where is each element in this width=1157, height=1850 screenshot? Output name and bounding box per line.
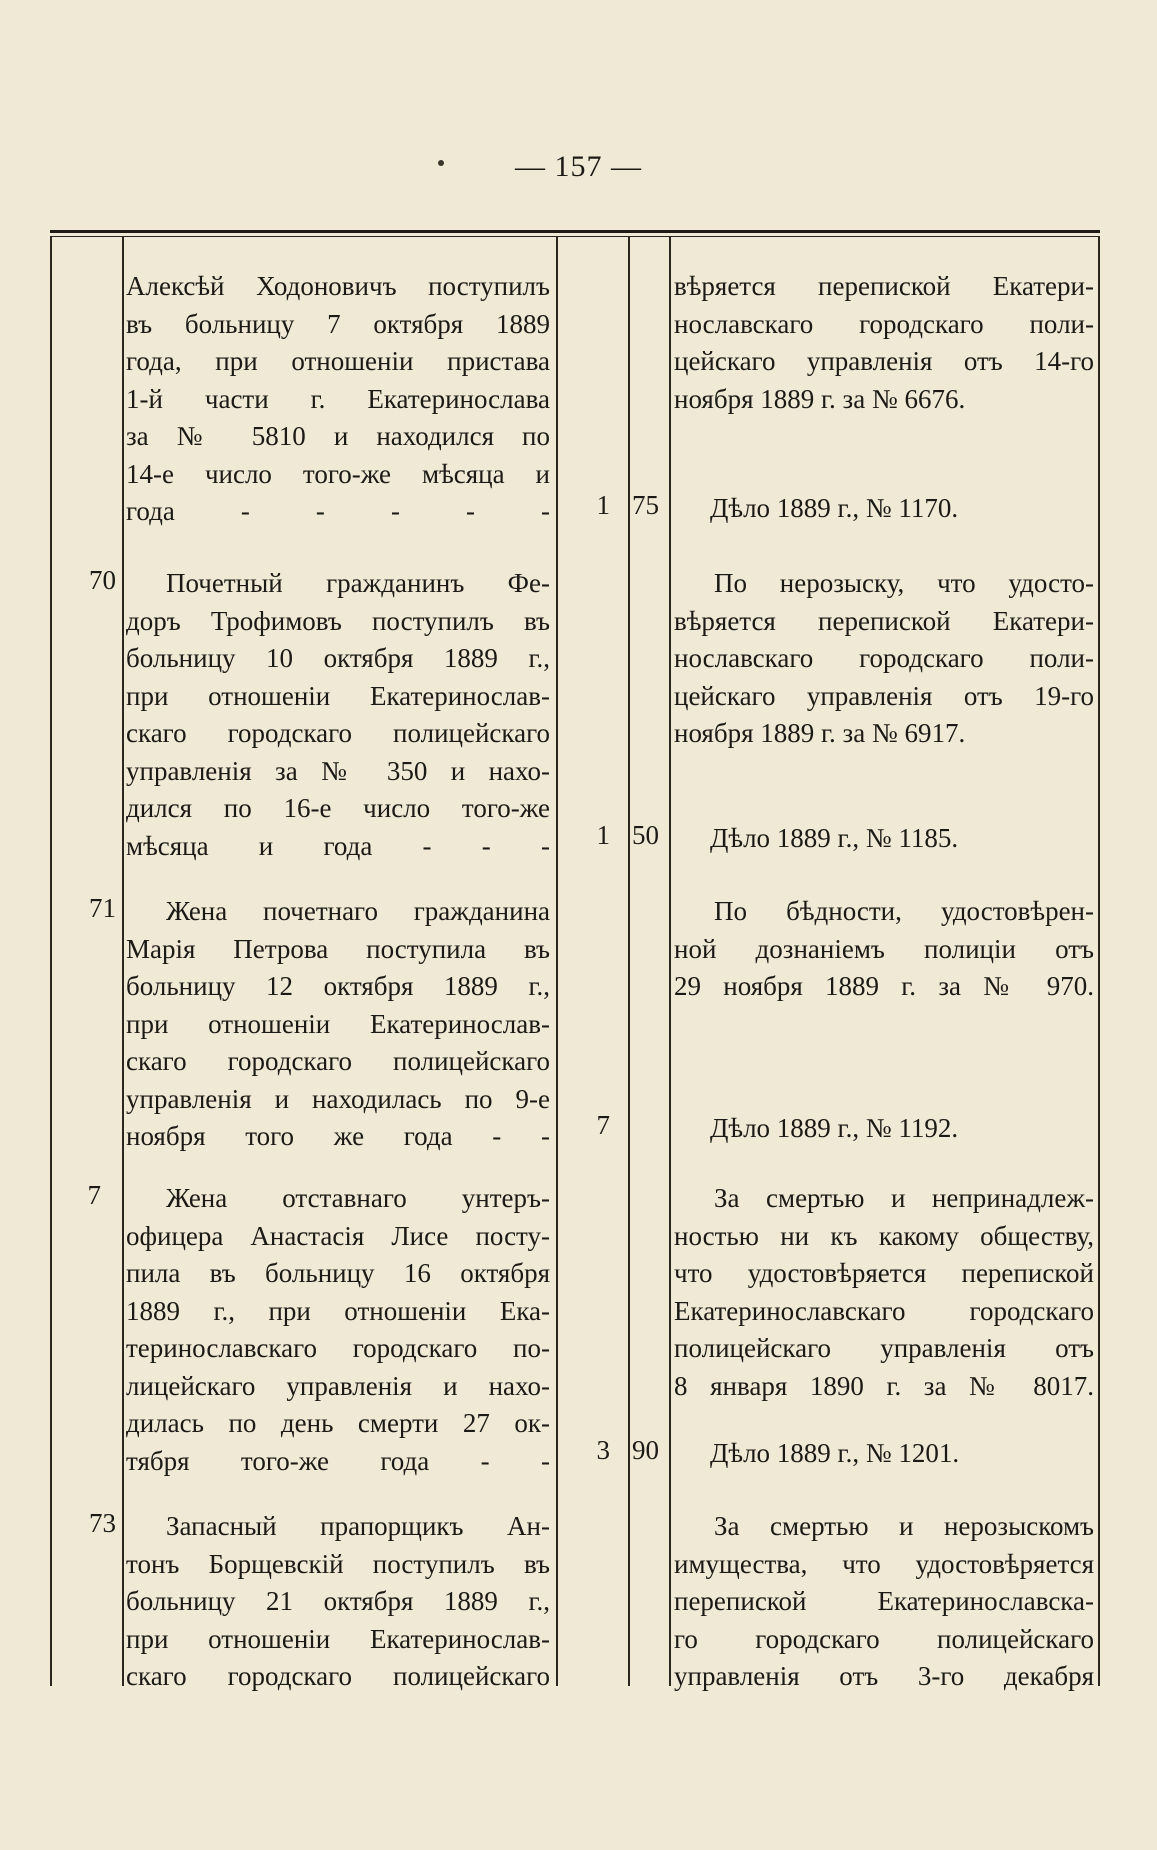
entry-line: теринославскаго городскаго по- [126,1333,550,1363]
note-line: 8 января 1890 г. за № 8017. [674,1370,1094,1401]
note-line: перепиской Екатеринославска- [674,1586,1094,1616]
entry-line: при отношеніи Екатеринослав- [126,680,550,711]
entry-line: управленія за № 350 и нахо- [126,755,550,786]
entry-number: 73 [89,1508,116,1538]
entry-kopecks: 90 [632,1435,659,1465]
entry-number: 71 [89,893,116,923]
note-line: вѣряется перепиской Екатери- [674,271,1094,301]
column-rule-text-end [556,236,558,1686]
entry-text-block [126,268,550,531]
entry-line: дилась по день смерти 27 ок- [126,1408,550,1438]
entry-line: Почетный гражданинъ Фе- [166,568,550,598]
entry-line: Жена почетнаго гражданина [166,896,550,926]
header-rule [50,230,1100,233]
entry-text-block [126,1508,550,1696]
entry-line: ноября того же года - - [126,1121,550,1151]
entry-line: мѣсяца и года - - - [126,830,550,861]
entry-line: 1-й части г. Екатеринослава [126,383,550,414]
note-line: нославскаго городскаго поли- [674,643,1094,673]
case-reference: Дѣло 1889 г., № 1185. [710,823,959,853]
case-reference: Дѣло 1889 г., № 1170. [710,493,959,523]
note-line: Екатеринославскаго городскаго [674,1295,1094,1326]
entry-line: Марія Петрова поступила въ [126,933,550,964]
entry-kopecks: 50 [632,820,659,850]
entry-line: скаго городскаго полицейскаго [126,1661,550,1691]
notes-block [674,1180,1094,1405]
note-line: ноября 1889 г. за № 6917. [674,718,966,748]
entry-rubles: 3 [596,1435,610,1465]
case-reference: Дѣло 1889 г., № 1201. [710,1438,960,1468]
entry-line: больницу 12 октября 1889 г., [126,971,550,1001]
entry-line: тонъ Борщевскій поступилъ въ [126,1548,550,1579]
entry-line: доръ Трофимовъ поступилъ въ [126,605,550,636]
entry-line: года, при отношеніи пристава [126,346,550,376]
entry-line: при отношеніи Екатеринослав- [126,1008,550,1039]
entry-line: дился по 16-е число того-же [126,793,550,823]
entry-text-block [126,1180,550,1480]
note-line: цейскаго управленія отъ 14-го [674,346,1094,376]
entry-line: лицейскаго управленія и нахо- [126,1370,550,1401]
note-line: имущества, что удостовѣряется [674,1548,1094,1579]
entry-line: Алексѣй Ходоновичъ поступилъ [126,271,550,301]
note-line: ноября 1889 г. за № 6676. [674,383,966,414]
header-rule-thin [50,236,1100,237]
entry-line: года - - - - - [126,496,550,526]
notes-block [674,1508,1094,1696]
note-line: ностью ни къ какому обществу, [674,1220,1094,1251]
entry-line: тября того-же года - - [126,1445,550,1476]
entry-line: управленія и находилась по 9-е [126,1083,550,1114]
column-rule-rub [628,236,630,1686]
note-line: вѣряется перепиской Екатери- [674,605,1094,636]
column-rule-number [122,236,124,1686]
entry-rubles: 1 [596,490,610,520]
column-rule-outer-right [1098,236,1100,1686]
entry-line: скаго городскаго полицейскаго [126,718,550,748]
entry-number: 7 [87,1180,101,1210]
entry-line: въ больницу 7 октября 1889 [126,308,550,339]
entry-rubles: 7 [596,1110,610,1140]
note-line: что удостовѣряется перепиской [674,1258,1094,1288]
note-line: За смертью и нерозыскомъ [714,1511,1094,1541]
notes-block [674,893,1094,1006]
entry-line: Жена отставнаго унтеръ- [166,1183,550,1213]
entry-kopecks: 75 [632,490,659,520]
entry-line: больницу 10 октября 1889 г., [126,643,550,673]
entry-line: больницу 21 октября 1889 г., [126,1586,550,1616]
entry-text-block [126,893,550,1156]
speck-mark [438,160,444,166]
entry-line: офицера Анастасія Лисе посту- [126,1220,550,1251]
note-line: цейскаго управленія отъ 19-го [674,680,1094,711]
entry-line: пила въ больницу 16 октября [126,1258,550,1288]
entry-line: при отношеніи Екатеринослав- [126,1623,550,1654]
note-line: полицейскаго управленія отъ [674,1333,1094,1363]
column-rule-outer-left [50,236,52,1686]
entry-line: скаго городскаго полицейскаго [126,1046,550,1076]
entry-line: Запасный прапорщикъ Ан- [166,1511,550,1541]
entry-line: 1889 г., при отношеніи Ека- [126,1295,550,1326]
entry-line: за № 5810 и находился по [126,421,550,451]
page-number: — 157 — [515,150,642,183]
note-line: го городскаго полицейскаго [674,1623,1094,1654]
notes-block [674,565,1094,753]
entry-text-block [126,565,550,865]
note-line: 29 ноября 1889 г. за № 970. [674,971,1094,1001]
note-line: ной дознаніемъ полиціи отъ [674,933,1094,964]
note-line: По бѣдности, удостовѣрен- [714,896,1094,926]
note-line: По нерозыску, что удосто- [714,568,1094,598]
note-line: нославскаго городскаго поли- [674,308,1094,339]
column-rule-kop [669,236,671,1686]
note-line: За смертью и непринадлеж- [714,1183,1094,1213]
entry-rubles: 1 [596,820,610,850]
notes-block [674,268,1094,418]
entry-line: 14-е число того-же мѣсяца и [126,458,550,489]
note-line: управленія отъ 3-го декабря [674,1661,1094,1691]
case-reference: Дѣло 1889 г., № 1192. [710,1113,959,1143]
entry-number: 70 [89,565,116,595]
